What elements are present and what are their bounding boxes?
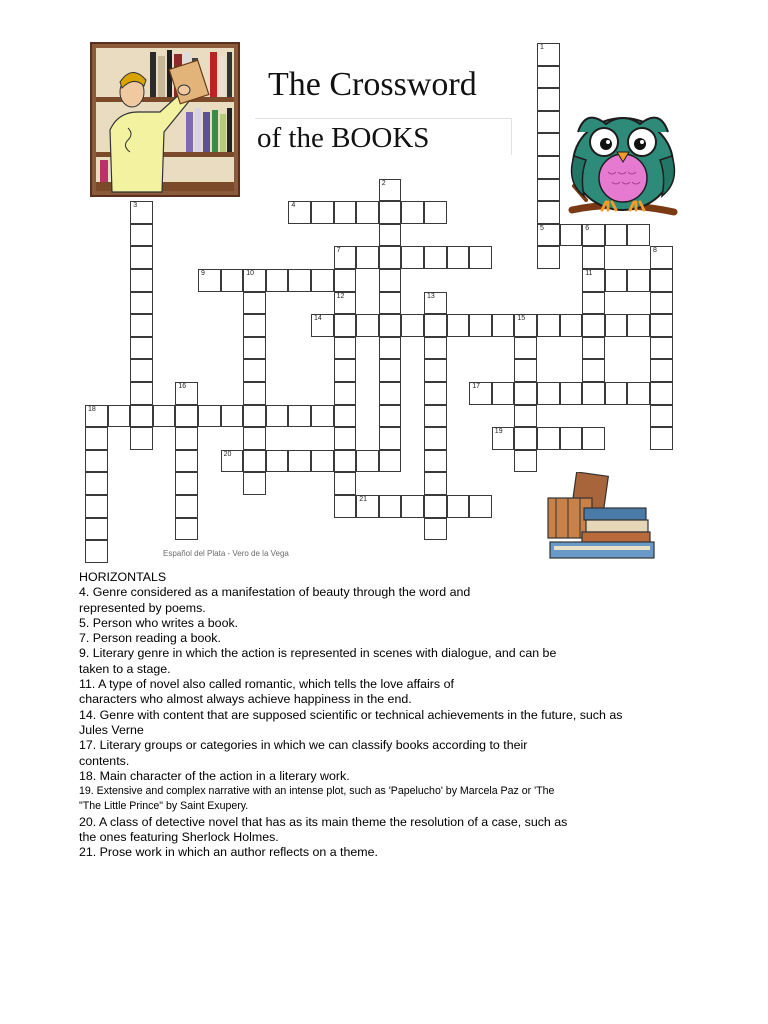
- crossword-cell[interactable]: [514, 405, 537, 428]
- crossword-cell[interactable]: [447, 495, 470, 518]
- clue-line: "The Little Prince" by Saint Exupery.: [79, 800, 249, 813]
- clue-number: 15: [517, 315, 526, 323]
- crossword-cell[interactable]: [175, 405, 198, 428]
- crossword-cell[interactable]: [379, 179, 402, 202]
- crossword-cell[interactable]: [650, 337, 673, 360]
- crossword-cell[interactable]: [379, 224, 402, 247]
- crossword-cell[interactable]: [492, 314, 515, 337]
- crossword-cell[interactable]: [424, 450, 447, 473]
- clue-number: 7: [336, 247, 341, 255]
- crossword-cell[interactable]: [243, 269, 266, 292]
- clue-line: 21. Prose work in which an author reflects on a theme.: [79, 845, 378, 860]
- crossword-cell[interactable]: [334, 382, 357, 405]
- crossword-cell[interactable]: [537, 156, 560, 179]
- clue-number: 21: [359, 496, 367, 503]
- crossword-cell[interactable]: [85, 472, 108, 495]
- crossword-cell[interactable]: [514, 427, 537, 450]
- crossword-cell[interactable]: [266, 450, 289, 473]
- clue-line: characters who almost always achieve happiness in the end.: [79, 692, 412, 707]
- crossword-cell[interactable]: [379, 359, 402, 382]
- crossword-cell[interactable]: [582, 359, 605, 382]
- crossword-cell[interactable]: [582, 269, 605, 292]
- crossword-cell[interactable]: [175, 518, 198, 541]
- crossword-cell[interactable]: [424, 495, 447, 518]
- crossword-cell[interactable]: [401, 201, 424, 224]
- crossword-cell[interactable]: [514, 337, 537, 360]
- crossword-cell[interactable]: [514, 382, 537, 405]
- crossword-cell[interactable]: [650, 246, 673, 269]
- crossword-cell[interactable]: [243, 382, 266, 405]
- crossword-cell[interactable]: [424, 359, 447, 382]
- crossword-cell[interactable]: [85, 450, 108, 473]
- crossword-cell[interactable]: [243, 337, 266, 360]
- clue-number: 13: [427, 292, 435, 300]
- crossword-cell[interactable]: [537, 88, 560, 111]
- clue-number: 11: [585, 270, 593, 277]
- crossword-cell[interactable]: [469, 314, 492, 337]
- crossword-cell[interactable]: [243, 314, 266, 337]
- crossword-cell[interactable]: [243, 427, 266, 450]
- crossword-cell[interactable]: [650, 292, 673, 315]
- crossword-cell[interactable]: [650, 269, 673, 292]
- crossword-cell[interactable]: [334, 405, 357, 428]
- crossword-cell[interactable]: [311, 201, 334, 224]
- crossword-cell[interactable]: [130, 427, 153, 450]
- crossword-cell[interactable]: [334, 246, 357, 269]
- crossword-cell[interactable]: [537, 43, 560, 66]
- crossword-cell[interactable]: [311, 314, 334, 337]
- crossword-cell[interactable]: [424, 427, 447, 450]
- clues-heading: HORIZONTALS: [79, 570, 167, 584]
- crossword-cell[interactable]: [288, 201, 311, 224]
- crossword-cell[interactable]: [514, 359, 537, 382]
- crossword-cell[interactable]: [424, 472, 447, 495]
- crossword-cell[interactable]: [243, 292, 266, 315]
- crossword-cell[interactable]: [650, 382, 673, 405]
- crossword-cell[interactable]: [424, 518, 447, 541]
- clue-number: 12: [336, 292, 345, 300]
- crossword-cell[interactable]: [175, 495, 198, 518]
- crossword-cell[interactable]: [514, 314, 537, 337]
- crossword-cell[interactable]: [379, 405, 402, 428]
- crossword-cell[interactable]: [401, 495, 424, 518]
- clue-number: 10: [246, 270, 254, 277]
- clue-number: 5: [540, 224, 544, 232]
- crossword-cell[interactable]: [424, 314, 447, 337]
- crossword-cell[interactable]: [175, 427, 198, 450]
- crossword-cell[interactable]: [560, 224, 583, 247]
- crossword-cell[interactable]: [334, 472, 357, 495]
- crossword-cell[interactable]: [153, 405, 176, 428]
- clue-number: 6: [585, 224, 590, 232]
- crossword-cell[interactable]: [85, 495, 108, 518]
- crossword-cell[interactable]: [334, 450, 357, 473]
- crossword-cell[interactable]: [582, 382, 605, 405]
- crossword-cell[interactable]: [334, 292, 357, 315]
- clue-line: taken to a stage.: [79, 661, 171, 676]
- crossword-cell[interactable]: [266, 405, 289, 428]
- clue-line: represented by poems.: [79, 600, 206, 615]
- crossword-cell[interactable]: [582, 224, 605, 247]
- clue-line: 9. Literary genre in which the action is represented in scenes with dialogue, and can be: [79, 646, 557, 661]
- clue-line: Jules Verne: [79, 722, 144, 737]
- crossword-cell[interactable]: [130, 246, 153, 269]
- crossword-cell[interactable]: [243, 405, 266, 428]
- crossword-cell[interactable]: [334, 337, 357, 360]
- crossword-cell[interactable]: [379, 495, 402, 518]
- crossword-cell[interactable]: [379, 427, 402, 450]
- crossword-cell[interactable]: [401, 246, 424, 269]
- crossword-cell[interactable]: [650, 427, 673, 450]
- crossword-cell[interactable]: [582, 314, 605, 337]
- crossword-cell[interactable]: [130, 382, 153, 405]
- crossword-cell[interactable]: [379, 269, 402, 292]
- crossword-cell[interactable]: [424, 405, 447, 428]
- crossword-cell[interactable]: [356, 495, 379, 518]
- clue-line: 14. Genre with content that are supposed scientific or technical achievements in the future, such as: [79, 707, 623, 722]
- crossword-cell[interactable]: [537, 179, 560, 202]
- clue-line: 18. Main character of the action in a literary work.: [79, 768, 350, 783]
- clue-number: 4: [291, 202, 296, 210]
- crossword-cell[interactable]: [175, 382, 198, 405]
- crossword-cell[interactable]: [582, 292, 605, 315]
- clue-number: 8: [653, 247, 657, 255]
- clue-line: the ones featuring Sherlock Holmes.: [79, 830, 279, 845]
- crossword-cell[interactable]: [243, 359, 266, 382]
- crossword-cell[interactable]: [424, 246, 447, 269]
- crossword-cell[interactable]: [288, 450, 311, 473]
- crossword-cell[interactable]: [514, 450, 537, 473]
- clue-number: 9: [201, 270, 205, 277]
- crossword-cell[interactable]: [582, 337, 605, 360]
- crossword-cell[interactable]: [108, 405, 131, 428]
- clue-line: 17. Literary groups or categories in which we can classify books according to their: [79, 738, 528, 753]
- crossword-cell[interactable]: [537, 246, 560, 269]
- crossword-cell[interactable]: [537, 224, 560, 247]
- crossword-cell[interactable]: [130, 359, 153, 382]
- crossword-cell[interactable]: [311, 450, 334, 473]
- crossword-cell[interactable]: [492, 382, 515, 405]
- crossword-cell[interactable]: [85, 540, 108, 563]
- crossword-cell[interactable]: [311, 405, 334, 428]
- crossword-cell[interactable]: [356, 246, 379, 269]
- crossword-cell[interactable]: [582, 246, 605, 269]
- crossword-cell[interactable]: [424, 337, 447, 360]
- clue-line: 20. A class of detective novel that has as its main theme the resolution of a case, such as: [79, 814, 568, 829]
- crossword-cell[interactable]: [537, 66, 560, 89]
- crossword-cell[interactable]: [130, 405, 153, 428]
- crossword-cell[interactable]: [537, 111, 560, 134]
- crossword-cell[interactable]: [537, 314, 560, 337]
- crossword-cell[interactable]: [130, 224, 153, 247]
- crossword-cell[interactable]: [311, 269, 334, 292]
- crossword-cell[interactable]: [447, 314, 470, 337]
- clue-line: 7. Person reading a book.: [79, 631, 221, 646]
- crossword-cell[interactable]: [469, 246, 492, 269]
- clue-line: 11. A type of novel also called romantic, which tells the love affairs of: [79, 677, 454, 692]
- crossword-cell[interactable]: [130, 292, 153, 315]
- crossword-cell[interactable]: [560, 382, 583, 405]
- clue-number: 3: [133, 202, 138, 210]
- crossword-cell[interactable]: [650, 359, 673, 382]
- clue-number: 1: [540, 44, 544, 51]
- crossword-cell[interactable]: [424, 382, 447, 405]
- crossword-cell[interactable]: [401, 314, 424, 337]
- crossword-cell[interactable]: [356, 450, 379, 473]
- credit-text: Español del Plata - Vero de la Vega: [163, 549, 289, 558]
- crossword-cell[interactable]: [334, 314, 357, 337]
- clue-line: 4. Genre considered as a manifestation of beauty through the word and: [79, 585, 471, 600]
- crossword-cell[interactable]: [266, 269, 289, 292]
- crossword-cell[interactable]: [537, 427, 560, 450]
- crossword-cell[interactable]: [605, 382, 628, 405]
- crossword-cell[interactable]: [130, 337, 153, 360]
- crossword-cell[interactable]: [605, 314, 628, 337]
- crossword-cell[interactable]: [243, 450, 266, 473]
- crossword-cell[interactable]: [85, 405, 108, 428]
- clues-section: [79, 570, 679, 861]
- crossword-cell[interactable]: [334, 495, 357, 518]
- crossword-cell[interactable]: [221, 405, 244, 428]
- clue-number: 17: [472, 383, 480, 390]
- crossword-cell[interactable]: [424, 292, 447, 315]
- crossword-cell[interactable]: [650, 405, 673, 428]
- crossword-cell[interactable]: [85, 518, 108, 541]
- crossword-cell[interactable]: [334, 269, 357, 292]
- crossword-cell[interactable]: [379, 246, 402, 269]
- crossword-cell[interactable]: [130, 314, 153, 337]
- crossword-cell[interactable]: [605, 224, 628, 247]
- title-line-2: of the BOOKS: [257, 122, 430, 154]
- crossword-cell[interactable]: [334, 427, 357, 450]
- crossword-cell[interactable]: [582, 427, 605, 450]
- crossword-cell[interactable]: [334, 359, 357, 382]
- crossword-cell[interactable]: [447, 246, 470, 269]
- crossword-cell[interactable]: [379, 314, 402, 337]
- crossword-cell[interactable]: [198, 405, 221, 428]
- clue-line: 5. Person who writes a book.: [79, 615, 239, 630]
- crossword-cell[interactable]: [288, 269, 311, 292]
- clue-number: 2: [381, 179, 386, 187]
- crossword-cell[interactable]: [537, 382, 560, 405]
- crossword-cell[interactable]: [243, 472, 266, 495]
- crossword-cell[interactable]: [356, 314, 379, 337]
- crossword-cell[interactable]: [130, 269, 153, 292]
- clue-line: contents.: [79, 753, 130, 768]
- crossword-cell[interactable]: [627, 224, 650, 247]
- crossword-cell[interactable]: [85, 427, 108, 450]
- crossword-cell[interactable]: [424, 201, 447, 224]
- clue-number: 20: [223, 450, 232, 458]
- crossword-cell[interactable]: [627, 382, 650, 405]
- crossword-cell[interactable]: [379, 337, 402, 360]
- clue-number: 19: [494, 428, 503, 436]
- title-line-1: The Crossword: [268, 66, 477, 103]
- crossword-cell[interactable]: [627, 269, 650, 292]
- crossword-cell[interactable]: [334, 201, 357, 224]
- crossword-cell[interactable]: [130, 201, 153, 224]
- clue-line: 19. Extensive and complex narrative with an intense plot, such as 'Papelucho' by Marcela Paz or 'The: [79, 785, 555, 798]
- crossword-cell[interactable]: [469, 495, 492, 518]
- clue-number: 16: [178, 383, 187, 390]
- crossword-cell[interactable]: [492, 427, 515, 450]
- crossword-cell[interactable]: [198, 269, 221, 292]
- clue-number: 14: [314, 315, 322, 323]
- crossword-cell[interactable]: [175, 472, 198, 495]
- crossword-cell[interactable]: [537, 133, 560, 156]
- crossword-cell[interactable]: [379, 292, 402, 315]
- crossword-cell[interactable]: [356, 201, 379, 224]
- clue-number: 18: [88, 405, 96, 413]
- crossword-cell[interactable]: [537, 201, 560, 224]
- crossword-cell[interactable]: [379, 450, 402, 473]
- crossword-cell[interactable]: [560, 427, 583, 450]
- crossword-cell[interactable]: [379, 201, 402, 224]
- crossword-cell[interactable]: [605, 269, 628, 292]
- crossword-cell[interactable]: [175, 450, 198, 473]
- crossword-cell[interactable]: [221, 450, 244, 473]
- crossword-cell[interactable]: [627, 314, 650, 337]
- crossword-cell[interactable]: [469, 382, 492, 405]
- crossword-cell[interactable]: [221, 269, 244, 292]
- crossword-cell[interactable]: [288, 405, 311, 428]
- crossword-cell[interactable]: [560, 314, 583, 337]
- crossword-cell[interactable]: [379, 382, 402, 405]
- crossword-cell[interactable]: [650, 314, 673, 337]
